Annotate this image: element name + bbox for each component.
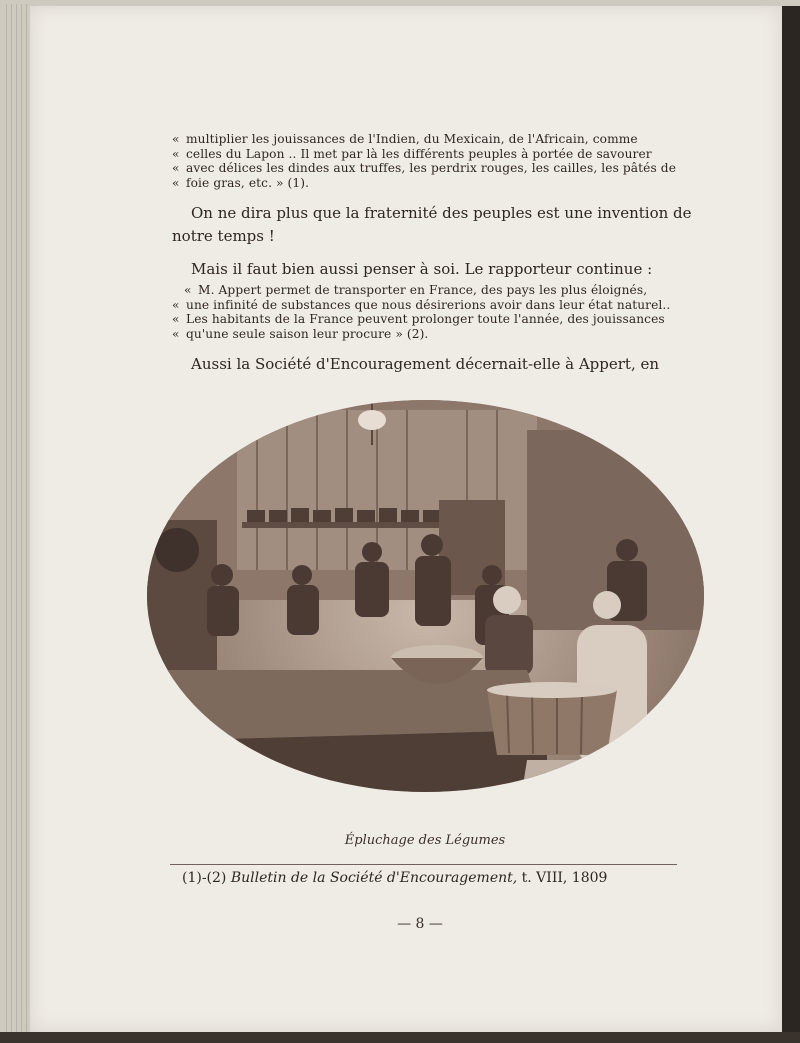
quote-line: celles du Lapon .. Il met par là les différents peuples à portée de savourer — [186, 146, 652, 161]
quote-mark: « — [172, 175, 180, 190]
paragraph-line: notre temps ! — [172, 227, 275, 245]
photo-caption: Épluchage des Légumes — [344, 833, 506, 848]
quote-mark: « — [184, 283, 192, 297]
paragraph-line: Aussi la Société d'Encouragement décernait-elle à Appert, en — [191, 355, 660, 373]
footnote-rule — [170, 864, 677, 865]
quote-mark: « — [172, 326, 180, 341]
quote-mark: « — [172, 132, 180, 146]
binding-shadow — [782, 6, 800, 1032]
quote-line: foie gras, etc. » (1). — [186, 175, 310, 190]
quote-mark: « — [172, 161, 180, 176]
quote-block-1 — [172, 132, 676, 190]
paragraph-1 — [172, 202, 692, 248]
oval-photograph — [147, 400, 704, 792]
quote-line: multiplier les jouissances de l'Indien, du Mexicain, de l'Africain, comme — [186, 132, 638, 146]
quote-mark: « — [172, 312, 180, 327]
paragraph-line: Mais il faut bien aussi penser à soi. Le rapporteur continue : — [191, 260, 653, 278]
quote-mark: « — [172, 146, 180, 161]
quote-line: M. Appert permet de transporter en France, des pays les plus éloignés, — [198, 283, 648, 297]
quote-line: qu'une seule saison leur procure » (2). — [186, 326, 429, 341]
footnote-volume: t. VIII, 1809 — [521, 870, 608, 886]
paragraph-2 — [191, 258, 652, 281]
quote-mark: « — [172, 297, 180, 312]
page-number: — 8 — — [397, 916, 443, 932]
footnote-title: Bulletin de la Société d'Encouragement, — [230, 870, 518, 886]
paragraph-3 — [191, 353, 659, 376]
quote-block-2 — [172, 283, 670, 341]
quote-line: avec délices les dindes aux truffes, les perdrix rouges, les cailles, les pâtés de — [186, 161, 677, 176]
quote-line: une infinité de substances que nous désirerions avoir dans leur état naturel.. — [186, 297, 671, 312]
footnote — [182, 870, 607, 886]
footnote-ref: (1)-(2) — [182, 870, 227, 886]
scan-bottom-edge — [0, 1032, 800, 1043]
quote-line: Les habitants de la France peuvent prolonger toute l'année, des jouissances — [186, 312, 665, 327]
photo-scene — [147, 400, 704, 792]
paragraph-line: On ne dira plus que la fraternité des peuples est une invention de — [191, 204, 692, 222]
